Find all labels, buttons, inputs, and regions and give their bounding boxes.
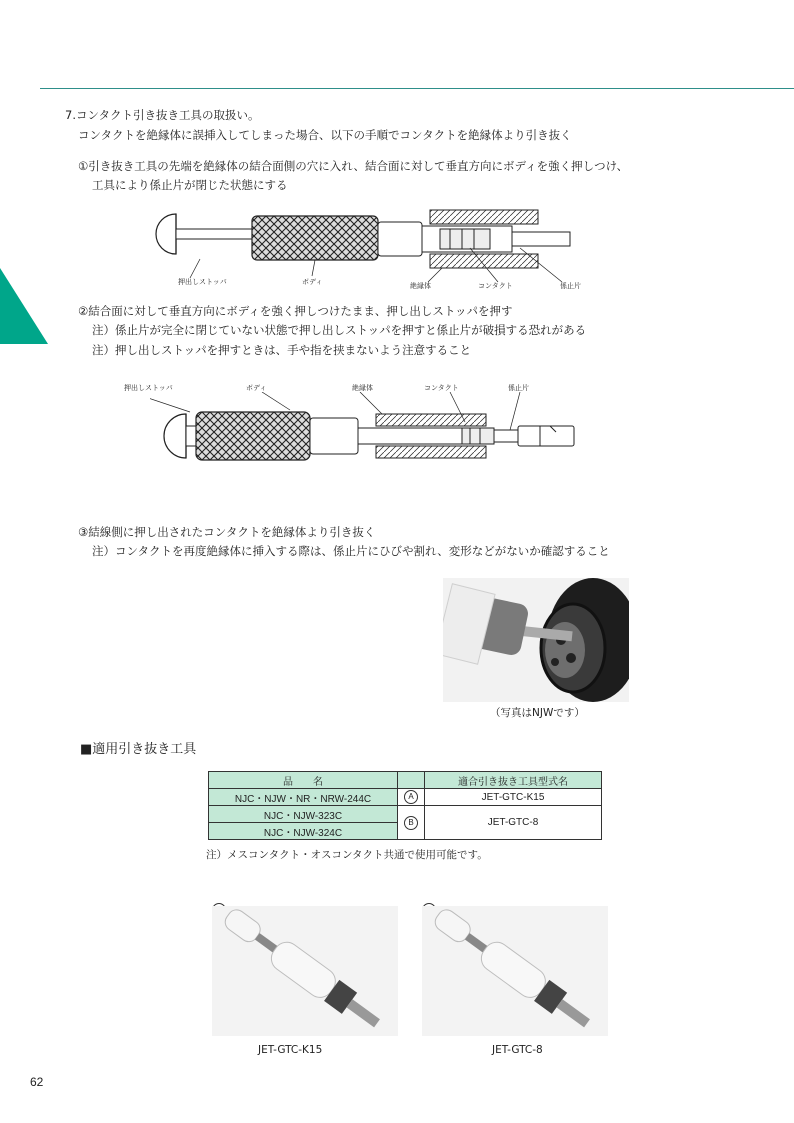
row-tool-model: JET-GTC-8 [425,806,602,840]
d1-body-label: ボディ [302,278,323,286]
header-rule [40,88,794,89]
mark-b-circle: B [404,816,418,830]
page-number: 62 [30,1075,44,1089]
extraction-diagram-2 [150,392,580,468]
tool-b-photo [422,906,608,1036]
step3-note1: 注）コンタクトを再度絶縁体に挿入する際は、係止片にひびや割れ、変形などがないか確認すること [92,544,610,558]
mark-a-circle: A [404,790,418,804]
d2-contact-label: コンタクト [424,384,459,392]
d1-contact-label: コンタクト [478,282,513,290]
row-mark [398,789,425,806]
tool-a-caption: JET-GTC-K15 [258,1044,323,1056]
d2-body-label: ボディ [246,384,267,392]
d2-latch-label: 係止片 [508,384,529,392]
step3-line1: ③結線側に押し出されたコンタクトを絶縁体より引き抜く [78,525,376,539]
photo-caption: （写真はNJWです） [490,707,585,719]
step2-note1: 注）係止片が完全に閉じていない状態で押し出しストッパを押すと係止片が破損する恐れがある [92,323,587,337]
step2-note2: 注）押し出しストッパを押すときは、手や指を挟まないよう注意すること [92,343,472,357]
section-heading: 7.コンタクト引き抜き工具の取扱い。 [65,108,260,122]
d2-insulator-label: 絶縁体 [352,384,373,392]
table-row [209,789,602,806]
d2-push-stopper-label: 押出しストッパ [124,384,173,392]
row-product-name: NJC・NJW・NR・NRW-244C [209,789,398,806]
row-mark [398,806,425,840]
d1-push-stopper-label: 押出しストッパ [178,278,227,286]
tools-note: 注）メスコンタクト・オスコンタクト共通で使用可能です。 [206,849,488,861]
tool-b-caption: JET-GTC-8 [492,1044,543,1056]
table-row [209,806,602,823]
d1-insulator-label: 絶縁体 [410,282,431,290]
row-tool-model: JET-GTC-K15 [425,789,602,806]
header-product-name: 品 名 [209,772,398,789]
tools-heading: ■適用引き抜き工具 [80,742,197,757]
step2-line1: ②結合面に対して垂直方向にボディを強く押しつけたまま、押し出しストッパを押す [78,304,513,318]
row-product-name: NJC・NJW-324C [209,823,398,840]
extraction-photo [443,578,629,702]
header-tool-model: 適合引き抜き工具型式名 [425,772,602,789]
row-product-name: NJC・NJW-323C [209,806,398,823]
step1-line1: ①引き抜き工具の先端を絶縁体の結合面側の穴に入れ、結合面に対して垂直方向にボディを強く押しつけ、 [78,159,629,173]
step1-line2: 工具により係止片が閉じた状態にする [92,178,288,192]
section-intro: コンタクトを絶縁体に誤挿入してしまった場合、以下の手順でコンタクトを絶縁体より引き抜く [78,128,572,142]
table-header-row [209,772,602,789]
tools-table [208,771,602,840]
corner-tab [0,268,48,344]
header-mark [398,772,425,789]
tool-a-photo [212,906,398,1036]
d1-latch-label: 係止片 [560,282,581,290]
